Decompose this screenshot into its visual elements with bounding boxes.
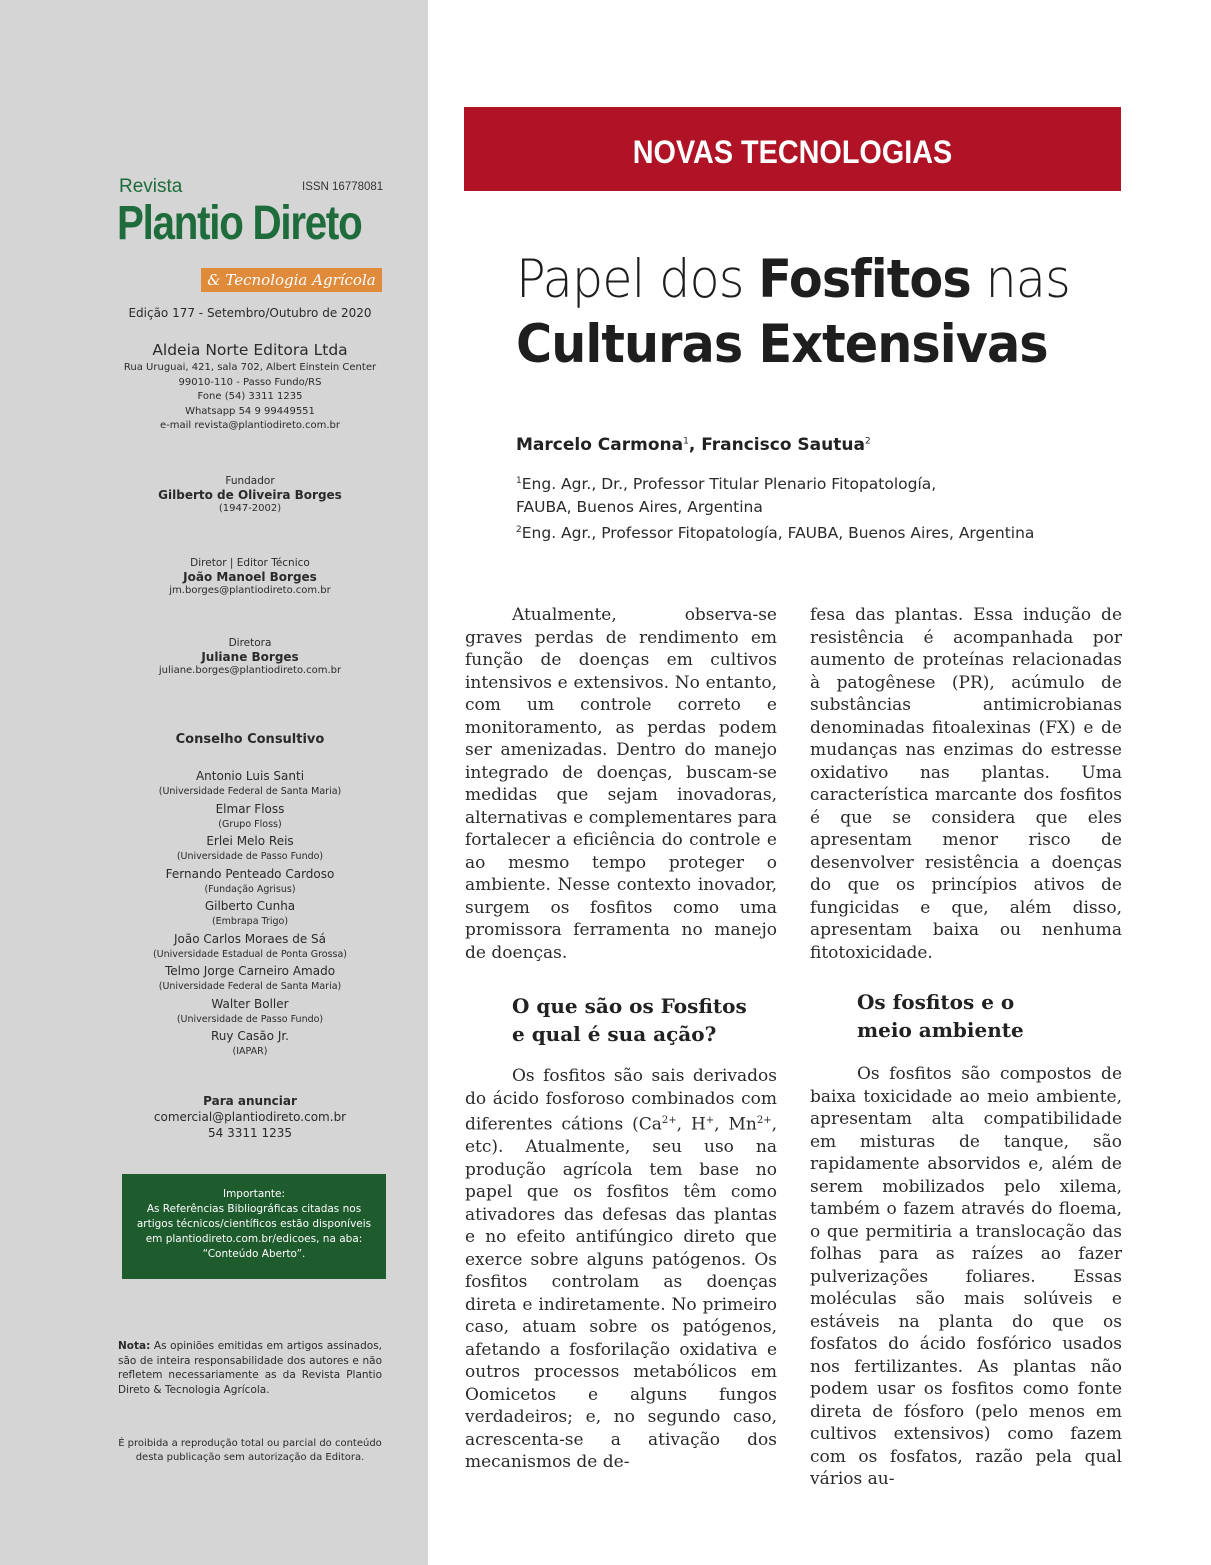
- body-paragraph: Os fosfitos são sais derivados do ácido fosforoso combinados com diferentes cátions ($Ca^{2+}$, H+, $Mn^{2+}$, etc). Atualmente, seu uso na produção agrícola tem base no papel que os fosfitos têm como ativadores das defesas das plantas e no efeito antifúngico direto que exerce sobre alguns patógenos. Os fosfitos controlam as doenças direta e indiretamente. No primeiro caso, atuam sobre os patógenos, afetando a fosforilação oxidativa e outros processos metabólicos em Oomicetos e alguns fungos verdadeiros; e, no segundo caso, acrescenta-se a ativação dos mecanismos de de-: [465, 1066, 778, 1473]
- member-name: Erlei Melo Reis: [206, 834, 294, 848]
- body-paragraph: fesa das plantas. Essa indução de resistência é acompanhada por aumento de proteínas relacionadas à patogênese (PR), acúmulo de substâncias antimicrobianas denominadas fitoalexinas (FX) e de mudanças nas enzimas do estresse oxidativo nas plantas. Uma característica marcante dos fosfitos é que se considera que eles apresentam menor risco de desenvolver resistência a doenças do que os princípios ativos de fungicidas e que, além disso, apresentam baixa ou nenhuma fitotoxicidade.: [810, 605, 1122, 963]
- founder-name: Gilberto de Oliveira Borges: [158, 488, 342, 502]
- advertise-label: Para anunciar: [203, 1094, 297, 1108]
- author-name: Francisco Sautua: [701, 435, 865, 455]
- member-institution: (IAPAR): [232, 1046, 268, 1057]
- logo-revista: Revista: [119, 176, 183, 197]
- member-institution: (Fundação Agrisus): [204, 883, 296, 895]
- edition: Edição 177 - Setembro/Outubro de 2020: [128, 306, 372, 320]
- member-name: João Carlos Moraes de Sá: [173, 931, 326, 946]
- section-label: NOVAS TECNOLOGIAS: [632, 134, 953, 170]
- member-name: Telmo Jorge Carneiro Amado: [164, 964, 336, 978]
- director-block: [118, 557, 382, 596]
- article-column-1: [465, 604, 777, 1474]
- note-text: As opiniões emitidas em artigos assinados, são de inteira responsabilidade dos autores e não refletem necessariamente as da Revista Plantio Direto & Tecnologia Agrícola.: [118, 1340, 383, 1396]
- affiliation-text: Eng. Agr., Dr., Professor Titular Plenario Fitopatología,: [521, 475, 937, 494]
- advertise-email: comercial@plantiodireto.com.br: [153, 1110, 347, 1124]
- author-separator: ,: [688, 435, 702, 455]
- member-name: Fernando Penteado Cardoso: [165, 866, 335, 881]
- director-name: João Manoel Borges: [183, 570, 317, 584]
- director-email: jm.borges@plantiodireto.com.br: [169, 585, 331, 596]
- author-superscript: 2: [864, 436, 871, 447]
- note-label: Nota:: [118, 1340, 151, 1352]
- intro-paragraph: Atualmente, observa-se graves perdas de rendimento em função de doenças em cultivos intensivos e extensivos. No entanto, com um controle correto e monitoramento, as perdas podem ser amenizadas. Dentro do manejo integrado de doenças, buscam-se medidas que sejam inovadoras, alternativas e complementares para fortalecer a eficiência do controle e ao mesmo tempo proteger o ambiente. Nesse contexto inovador, surgem os fosfitos como uma promissora ferramenta no manejo de doenças.: [465, 605, 777, 963]
- body-paragraph: Os fosfitos são compostos de baixa toxicidade ao meio ambiente, apresentam alta compatibilidade em misturas de tanque, são rapidamente absorvidos e, além de serem mobilizados pelo xilema, também o fazem através do floema, o que permitiria a translocação das folhas para as raízes ao fazer pulverizações foliares. Essas moléculas são mais solúveis e estáveis na planta do que os fosfatos do ácido fosfórico usados nos fertilizantes. As plantas não podem usar os fosfitos como fonte direta de fósforo (pelo menos em cultivos extensivos) como fazem com os fosfatos, razão pela qual vários au-: [810, 1064, 1122, 1489]
- member-name: Antonio Luis Santi: [195, 769, 305, 783]
- important-text: As Referências Bibliográficas citadas nos artigos técnicos/científicos estão disponíveis em plantiodireto.com.br/edicoes, na aba: “Conteúdo Aberto”.: [136, 1203, 372, 1260]
- advisory-board-title: Conselho Consultivo: [175, 732, 325, 747]
- heading-line: e qual é sua ação?: [512, 1022, 717, 1046]
- member-institution: (Universidade de Passo Fundo): [176, 851, 324, 862]
- phone: Fone (54) 3311 1235: [197, 391, 303, 402]
- founder-label: Fundador: [225, 475, 275, 487]
- directress-label: Diretora: [228, 637, 272, 649]
- title-line2: Culturas Extensivas: [516, 314, 1048, 375]
- advisory-board-list: [118, 768, 382, 1061]
- advertise-block: [118, 1093, 382, 1141]
- article-column-2: [810, 604, 1122, 1491]
- advertise-phone: 54 3311 1235: [208, 1126, 292, 1140]
- section-heading: [810, 988, 1122, 1044]
- publisher-name: Aldeia Norte Editora Ltda: [152, 341, 348, 359]
- whatsapp: Whatsapp 54 9 99449551: [185, 405, 315, 417]
- affiliation-superscript: 2: [516, 525, 522, 536]
- affiliation-text: FAUBA, Buenos Aires, Argentina: [516, 498, 763, 517]
- disclaimer-note: [118, 1339, 382, 1397]
- directress-block: [118, 637, 382, 676]
- section-banner: [464, 107, 1121, 191]
- directress-name: Juliane Borges: [201, 650, 299, 664]
- member-name: Ruy Casão Jr.: [211, 1029, 289, 1043]
- member-name: Walter Boller: [211, 996, 289, 1011]
- title-part: Papel dos: [516, 249, 759, 310]
- affiliation-line: [516, 496, 1116, 519]
- email: e-mail revista@plantiodireto.com.br: [160, 420, 340, 431]
- article-title: [516, 247, 1136, 377]
- publisher-address: [118, 361, 382, 434]
- member-institution: (Universidade Federal de Santa Maria): [158, 981, 342, 992]
- heading-line: O que são os Fosfitos: [512, 994, 747, 1018]
- logo-tagline: & Tecnologia Agrícola: [201, 268, 382, 292]
- founder-block: [118, 475, 382, 514]
- affiliation-line: [516, 470, 1116, 496]
- directress-email: juliane.borges@plantiodireto.com.br: [158, 665, 342, 676]
- title-keyword: Fosfitos: [758, 249, 971, 310]
- article-authors: [516, 435, 871, 455]
- member-institution: (Universidade Estadual de Ponta Grossa): [152, 948, 348, 960]
- director-label: Diretor | Editor Técnico: [190, 557, 310, 569]
- copyright-notice: É proibida a reprodução total ou parcial do conteúdo desta publicação sem autorização da Editora.: [118, 1438, 382, 1463]
- member-institution: (Grupo Floss): [218, 818, 282, 830]
- member-institution: (Universidade de Passo Fundo): [176, 1013, 324, 1025]
- member-name: Gilberto Cunha: [204, 899, 296, 913]
- affiliation-line: [516, 519, 1116, 545]
- issn: ISSN 16778081: [302, 181, 384, 193]
- important-title: Importante:: [222, 1188, 286, 1200]
- member-institution: (Embrapa Trigo): [211, 916, 289, 927]
- author-affiliations: [516, 470, 1116, 545]
- member-name: Elmar Floss: [215, 801, 285, 816]
- affiliation-superscript: 1: [516, 476, 522, 486]
- address-line: 99010-110 - Passo Fundo/RS: [178, 376, 322, 388]
- author-superscript: 1: [683, 436, 689, 447]
- heading-line: meio ambiente: [857, 1018, 1024, 1042]
- address-line: Rua Uruguai, 421, sala 702, Albert Einstein Center: [123, 362, 377, 373]
- heading-line: Os fosfitos e o: [857, 990, 1015, 1014]
- logo-plantio-direto: Plantio Direto: [117, 197, 362, 250]
- member-institution: (Universidade Federal de Santa Maria): [158, 786, 342, 797]
- important-notice-box: [122, 1174, 386, 1279]
- section-heading: [465, 992, 777, 1048]
- affiliation-text: Eng. Agr., Professor Fitopatología, FAUBA, Buenos Aires, Argentina: [521, 524, 1035, 543]
- founder-years: (1947-2002): [218, 503, 282, 514]
- title-part: nas: [970, 249, 1070, 310]
- author-name: Marcelo Carmona: [516, 435, 684, 455]
- masthead-sidebar: [0, 0, 428, 1565]
